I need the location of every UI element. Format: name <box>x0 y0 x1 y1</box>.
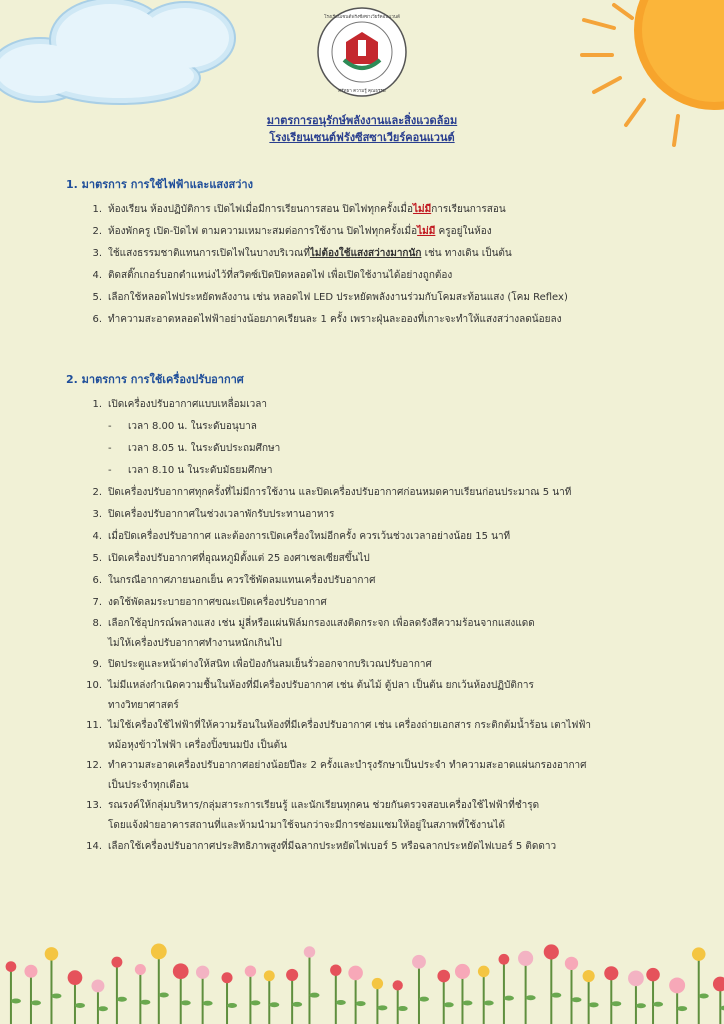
list-item: 1. ห้องเรียน ห้องปฏิบัติการ เปิดไฟเมื่อมีการเรียนการสอน ปิดไฟทุกครั้งเมื่อไม่มีการเรียนการสอน <box>92 204 506 215</box>
school-name: โรงเรียนเซนต์ฟรังซีสซาเวียร์คอนแวนต์ <box>269 131 455 144</box>
list-item: 12. ทำความสะอาดเครื่องปรับอากาศอย่างน้อยปีละ 2 ครั้งและบำรุงรักษาเป็นประจำ ทำความสะอาดแผ่นกรองอากาศ เป็นประจำทุกเดือน <box>86 760 587 791</box>
section-heading: 1. มาตรการ การใช้ไฟฟ้าและแสงสว่าง <box>66 178 253 191</box>
list-item: 4. เมื่อปิดเครื่องปรับอากาศ และต้องการเปิดเครื่องใหม่อีกครั้ง ควรเว้นช่วงเวลาอย่างน้อย 15 นาที <box>92 531 511 542</box>
list-item: 9. ปิดประตูและหน้าต่างให้สนิท เพื่อป้องกันลมเย็นรั่วออกจากบริเวณปรับอากาศ <box>92 659 432 670</box>
list-item: 10. ไม่มีแหล่งกำเนิดความชื้นในห้องที่มีเครื่องปรับอากาศ เช่น ต้นไม้ ตู้ปลา เป็นต้น ยกเว้นห้องปฏิบัติการ ทางวิทยาศาสตร์ <box>86 680 534 711</box>
sub-list-item: - เวลา 8.00 น. ในระดับอนุบาล <box>108 421 257 432</box>
list-item: 5. เลือกใช้หลอดไฟประหยัดพลังงาน เช่น หลอดไฟ LED ประหยัดพลังงานร่วมกับโคมสะท้อนแสง (โคม Reflex) <box>92 292 568 303</box>
school-logo <box>316 6 408 98</box>
cloud-decoration <box>0 0 250 110</box>
flower-border-decoration <box>0 934 724 1024</box>
list-item: 3. ปิดเครื่องปรับอากาศในช่วงเวลาพักรับประทานอาหาร <box>92 509 335 520</box>
list-item: 4. ติดสติ๊กเกอร์บอกตำแหน่งไว้ที่สวิตซ์เปิดปิดหลอดไฟ เพื่อเปิดใช้งานได้อย่างถูกต้อง <box>92 270 453 281</box>
list-item: 1. เปิดเครื่องปรับอากาศแบบเหลื่อมเวลา - เวลา 8.00 น. ในระดับอนุบาล - เวลา 8.05 น. ในระดับประถมศึกษา - เวลา 8.10 น ในระดับมัธยมศึกษา <box>66 394 668 482</box>
document-title-block <box>0 112 724 146</box>
sub-list-item: - เวลา 8.10 น ในระดับมัธยมศึกษา <box>108 465 273 476</box>
list-item: 13. รณรงค์ให้กลุ่มบริหาร/กลุ่มสาระการเรียนรู้ และนักเรียนทุกคน ช่วยกันตรวจสอบเครื่องใช้ไฟฟ้าที่ชำรุด โดยแจ้งฝ่ายอาคารสถานที่และห้ามนำมาใช้จนกว่าจะมีการซ่อมแซมให้อยู่ในสภาพที่ใช้งานได้ <box>86 800 540 831</box>
list-item: 3. ใช้แสงธรรมชาติแทนการเปิดไฟในบางบริเวณที่ไม่ต้องใช้แสงสว่างมากนัก เช่น ทางเดิน เป็นต้น <box>92 248 512 259</box>
list-item: 6. ทำความสะอาดหลอดไฟฟ้าอย่างน้อยภาคเรียนละ 1 ครั้ง เพราะฝุ่นละอองที่เกาะจะทำให้แสงสว่างลดน้อยลง <box>92 314 562 325</box>
section-lighting <box>66 177 668 331</box>
list-item: 7. งดใช้พัดลมระบายอากาศขณะเปิดเครื่องปรับอากาศ <box>92 597 327 608</box>
list-item: 2. ห้องพักครู เปิด-ปิดไฟ ตามความเหมาะสมต่อการใช้งาน ปิดไฟทุกครั้งเมื่อไม่มี ครูอยู่ในห้อง <box>92 226 492 237</box>
list-item: 2. ปิดเครื่องปรับอากาศทุกครั้งที่ไม่มีการใช้งาน และปิดเครื่องปรับอากาศก่อนหมดคาบเรียนก่อนประมาณ 5 นาที <box>92 487 572 498</box>
svg-text:โรงเรียนเซนต์ฟรังซีสซาเวียร์คอ: โรงเรียนเซนต์ฟรังซีสซาเวียร์คอนแวนต์ <box>324 15 400 20</box>
list-item: 8. เลือกใช้อุปกรณ์พลางแสง เช่น มู่ลี่หรือแผ่นฟิล์มกรองแสงติดกระจก เพื่อลดรังสีความร้อนจากแสงแดด ไม่ให้เครื่องปรับอากาศทำงานหนักเกินไป <box>92 618 535 649</box>
list-item: 14. เลือกใช้เครื่องปรับอากาศประสิทธิภาพสูงที่มีฉลากประหยัดไฟเบอร์ 5 หรือฉลากประหยัดไฟเบอร์ 5 ติดดาว <box>86 841 557 852</box>
section-heading: 2. มาตรการ การใช้เครื่องปรับอากาศ <box>66 373 244 386</box>
list-item: 5. เปิดเครื่องปรับอากาศที่อุณหภูมิตั้งแต่ 25 องศาเซลเซียสขึ้นไป <box>92 553 370 564</box>
list-item: 6. ในกรณีอากาศภายนอกเย็น ควรใช้พัดลมแทนเครื่องปรับอากาศ <box>92 575 376 586</box>
svg-text:ศรัทธา ความรู้ คุณธรรม: ศรัทธา ความรู้ คุณธรรม <box>338 89 386 94</box>
sub-list-item: - เวลา 8.05 น. ในระดับประถมศึกษา <box>108 443 281 454</box>
list-item: 11. ไม่ใช้เครื่องใช้ไฟฟ้าที่ให้ความร้อนในห้องที่มีเครื่องปรับอากาศ เช่น เครื่องถ่ายเอกสาร กระติกต้มน้ำร้อน เตาไฟฟ้า หม้อหุงข้าวไฟฟ้า เครื่องปิ้งขนมปัง เป็นต้น <box>86 720 592 751</box>
section-air-conditioning <box>66 372 668 858</box>
document-title: มาตรการอนุรักษ์พลังงานและสิ่งแวดล้อม <box>266 114 458 127</box>
